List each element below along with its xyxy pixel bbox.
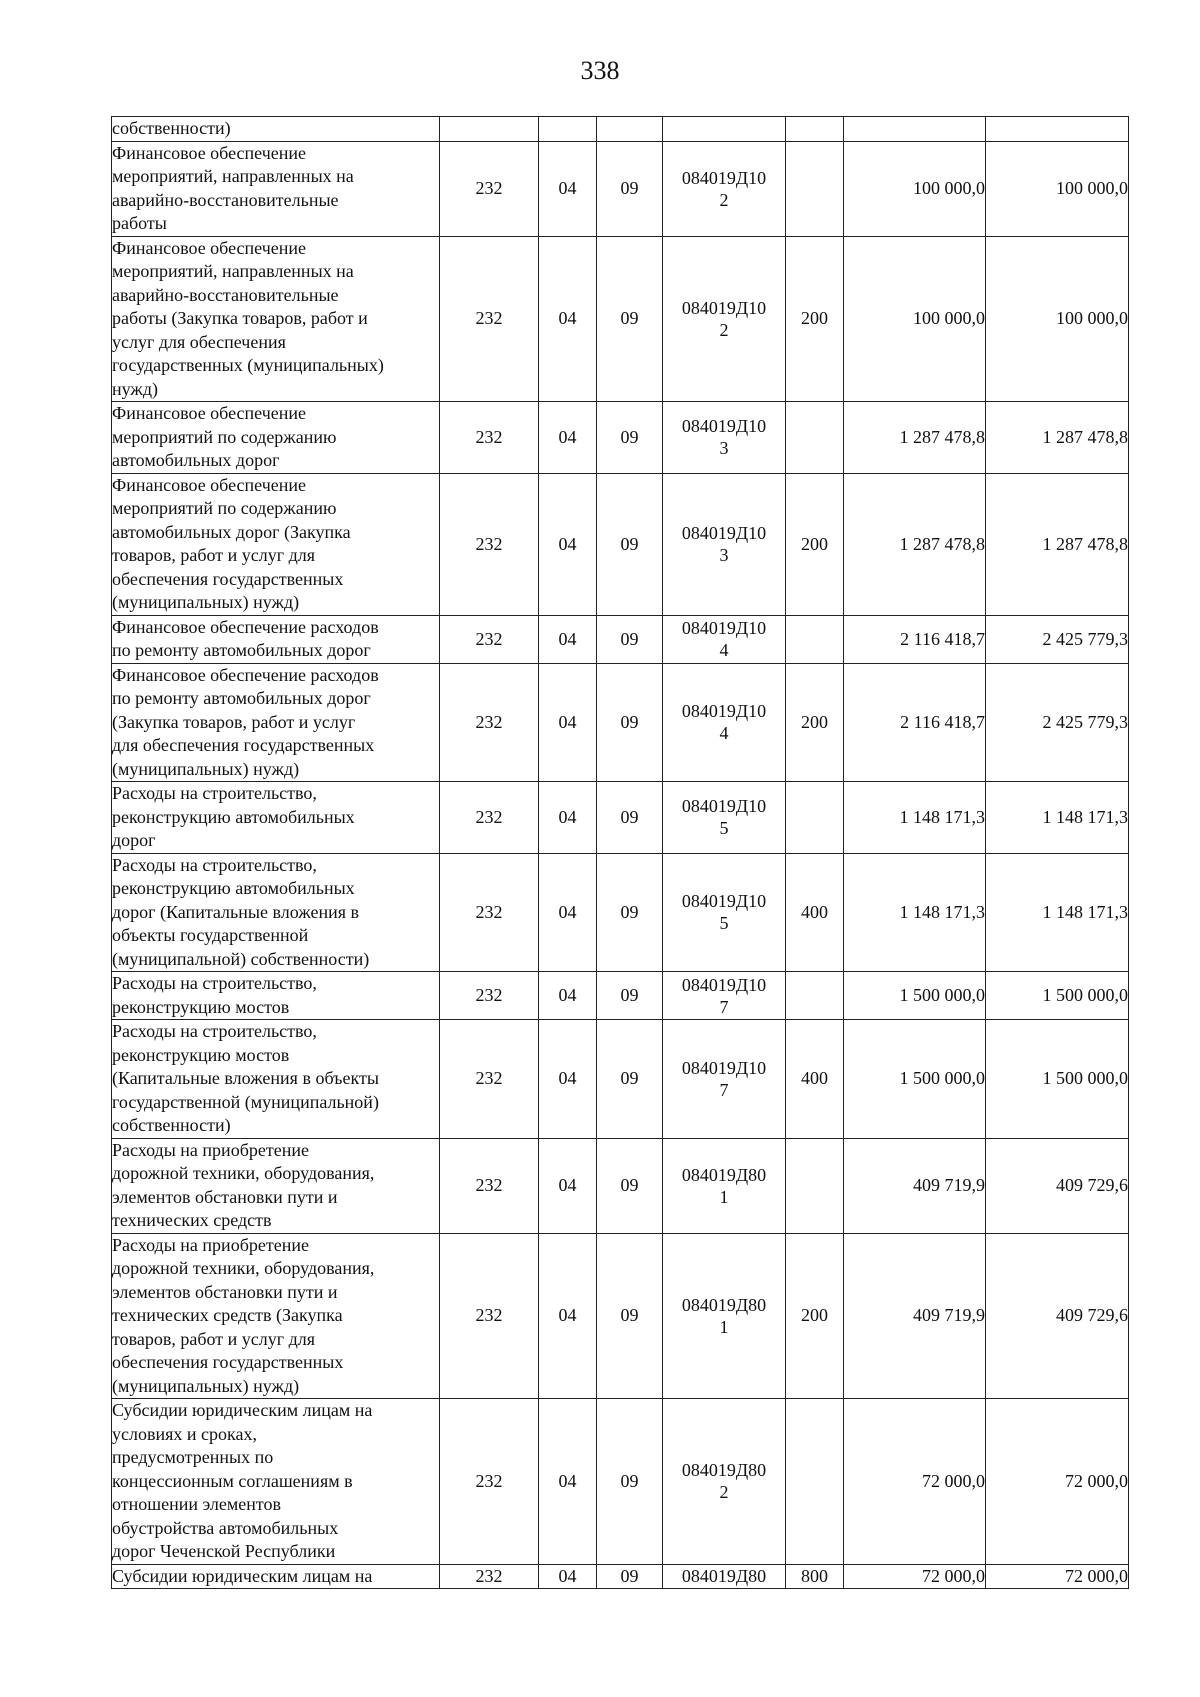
target-article-cell: 084019Д10 7 [663,972,786,1020]
amount-year-1-cell: 100 000,0 [844,236,986,402]
section-code-cell: 04 [539,1138,597,1233]
amount-year-1-cell: 1 148 171,3 [844,782,986,854]
section-code-cell: 04 [539,1233,597,1399]
amount-year-2-cell [986,117,1129,142]
subsection-code-cell: 09 [597,663,663,782]
subsection-code-cell: 09 [597,782,663,854]
amount-year-1-cell: 2 116 418,7 [844,663,986,782]
amount-year-2-cell: 409 729,6 [986,1233,1129,1399]
budget-table [111,116,1129,1589]
amount-year-2-cell: 100 000,0 [986,141,1129,236]
amount-year-1-cell: 72 000,0 [844,1564,986,1589]
target-article-cell: 084019Д80 1 [663,1233,786,1399]
table-row [112,117,1129,142]
subsection-code-cell: 09 [597,1399,663,1565]
target-article-cell: 084019Д80 2 [663,1399,786,1565]
amount-year-2-cell: 1 287 478,8 [986,473,1129,615]
subsection-code-cell: 09 [597,236,663,402]
ministry-code-cell: 232 [440,1138,539,1233]
expense-name-cell: Расходы на строительство, реконструкцию мостов (Капитальные вложения в объекты государственной (муниципальной) собственности) [112,1020,440,1139]
expense-name-cell: Финансовое обеспечение расходов по ремонту автомобильных дорог [112,615,440,663]
subsection-code-cell: 09 [597,1233,663,1399]
target-article-cell: 084019Д10 3 [663,473,786,615]
section-code-cell: 04 [539,1564,597,1589]
expense-name-cell: Финансовое обеспечение мероприятий по содержанию автомобильных дорог [112,402,440,474]
expense-name-cell: Финансовое обеспечение мероприятий, направленных на аварийно-восстановительные работы [112,141,440,236]
ministry-code-cell: 232 [440,972,539,1020]
expense-type-cell [786,402,844,474]
amount-year-1-cell: 72 000,0 [844,1399,986,1565]
expense-type-cell: 200 [786,1233,844,1399]
target-article-cell: 084019Д10 2 [663,141,786,236]
target-article-cell: 084019Д80 1 [663,1138,786,1233]
amount-year-2-cell: 1 148 171,3 [986,853,1129,972]
subsection-code-cell: 09 [597,1138,663,1233]
expense-name-cell: Расходы на строительство, реконструкцию мостов [112,972,440,1020]
section-code-cell: 04 [539,853,597,972]
expense-type-cell [786,615,844,663]
ministry-code-cell: 232 [440,1233,539,1399]
ministry-code-cell: 232 [440,1399,539,1565]
amount-year-2-cell: 2 425 779,3 [986,663,1129,782]
target-article-cell: 084019Д10 5 [663,782,786,854]
ministry-code-cell [440,117,539,142]
amount-year-1-cell: 1 500 000,0 [844,1020,986,1139]
amount-year-2-cell: 100 000,0 [986,236,1129,402]
target-article-cell: 084019Д10 4 [663,615,786,663]
expense-type-cell [786,117,844,142]
expense-type-cell: 200 [786,663,844,782]
section-code-cell: 04 [539,473,597,615]
amount-year-1-cell: 2 116 418,7 [844,615,986,663]
ministry-code-cell: 232 [440,473,539,615]
subsection-code-cell: 09 [597,141,663,236]
expense-name-cell: Финансовое обеспечение расходов по ремонту автомобильных дорог (Закупка товаров, работ и услуг для обеспечения государственных (муниципальных) нужд) [112,663,440,782]
amount-year-2-cell: 1 287 478,8 [986,402,1129,474]
section-code-cell: 04 [539,972,597,1020]
expense-name-cell: Субсидии юридическим лицам на условиях и сроках, предусмотренных по концессионным соглашениям в отношении элементов обустройства автомобильных дорог Чеченской Республики [112,1399,440,1565]
table-row [112,1564,1129,1589]
amount-year-2-cell: 1 500 000,0 [986,972,1129,1020]
expense-name-cell: собственности) [112,117,440,142]
amount-year-2-cell: 72 000,0 [986,1564,1129,1589]
subsection-code-cell: 09 [597,1564,663,1589]
section-code-cell: 04 [539,782,597,854]
section-code-cell [539,117,597,142]
section-code-cell: 04 [539,615,597,663]
section-code-cell: 04 [539,663,597,782]
amount-year-1-cell: 1 287 478,8 [844,473,986,615]
subsection-code-cell [597,117,663,142]
ministry-code-cell: 232 [440,236,539,402]
target-article-cell: 084019Д80 [663,1564,786,1589]
table-row [112,141,1129,236]
table-body [112,117,1129,1589]
ministry-code-cell: 232 [440,1564,539,1589]
amount-year-2-cell: 1 148 171,3 [986,782,1129,854]
subsection-code-cell: 09 [597,473,663,615]
table-row [112,1399,1129,1565]
table-row [112,236,1129,402]
table-row [112,663,1129,782]
target-article-cell: 084019Д10 7 [663,1020,786,1139]
section-code-cell: 04 [539,1399,597,1565]
amount-year-1-cell [844,117,986,142]
amount-year-2-cell: 72 000,0 [986,1399,1129,1565]
expense-type-cell [786,1138,844,1233]
ministry-code-cell: 232 [440,663,539,782]
table-row [112,853,1129,972]
expense-name-cell: Субсидии юридическим лицам на [112,1564,440,1589]
target-article-cell: 084019Д10 2 [663,236,786,402]
expense-type-cell: 200 [786,473,844,615]
expense-type-cell [786,972,844,1020]
expense-type-cell [786,141,844,236]
expense-type-cell: 400 [786,1020,844,1139]
expense-type-cell [786,782,844,854]
expense-type-cell: 800 [786,1564,844,1589]
amount-year-1-cell: 1 148 171,3 [844,853,986,972]
amount-year-1-cell: 100 000,0 [844,141,986,236]
ministry-code-cell: 232 [440,1020,539,1139]
target-article-cell [663,117,786,142]
subsection-code-cell: 09 [597,972,663,1020]
subsection-code-cell: 09 [597,853,663,972]
section-code-cell: 04 [539,402,597,474]
section-code-cell: 04 [539,141,597,236]
expense-name-cell: Финансовое обеспечение мероприятий по содержанию автомобильных дорог (Закупка товаров, работ и услуг для обеспечения государственных (муниципальных) нужд) [112,473,440,615]
subsection-code-cell: 09 [597,615,663,663]
amount-year-2-cell: 1 500 000,0 [986,1020,1129,1139]
table-row [112,1020,1129,1139]
amount-year-1-cell: 1 500 000,0 [844,972,986,1020]
expense-type-cell: 200 [786,236,844,402]
amount-year-1-cell: 409 719,9 [844,1138,986,1233]
ministry-code-cell: 232 [440,615,539,663]
page-number: 338 [580,56,620,85]
section-code-cell: 04 [539,236,597,402]
table-row [112,972,1129,1020]
section-code-cell: 04 [539,1020,597,1139]
expense-name-cell: Расходы на строительство, реконструкцию автомобильных дорог [112,782,440,854]
amount-year-2-cell: 409 729,6 [986,1138,1129,1233]
expense-name-cell: Финансовое обеспечение мероприятий, направленных на аварийно-восстановительные работы (Закупка товаров, работ и услуг для обеспечения государственных (муниципальных) нужд) [112,236,440,402]
amount-year-2-cell: 2 425 779,3 [986,615,1129,663]
target-article-cell: 084019Д10 3 [663,402,786,474]
expense-type-cell: 400 [786,853,844,972]
ministry-code-cell: 232 [440,141,539,236]
table-row [112,402,1129,474]
expense-name-cell: Расходы на строительство, реконструкцию автомобильных дорог (Капитальные вложения в объекты государственной (муниципальной) собственности) [112,853,440,972]
amount-year-1-cell: 1 287 478,8 [844,402,986,474]
expense-name-cell: Расходы на приобретение дорожной техники, оборудования, элементов обстановки пути и технических средств [112,1138,440,1233]
table-row [112,473,1129,615]
subsection-code-cell: 09 [597,1020,663,1139]
ministry-code-cell: 232 [440,402,539,474]
target-article-cell: 084019Д10 5 [663,853,786,972]
table-row [112,615,1129,663]
target-article-cell: 084019Д10 4 [663,663,786,782]
expense-name-cell: Расходы на приобретение дорожной техники, оборудования, элементов обстановки пути и технических средств (Закупка товаров, работ и услуг для обеспечения государственных (муниципальных) нужд) [112,1233,440,1399]
ministry-code-cell: 232 [440,782,539,854]
subsection-code-cell: 09 [597,402,663,474]
table-row [112,782,1129,854]
table-row [112,1233,1129,1399]
table-row [112,1138,1129,1233]
expense-type-cell [786,1399,844,1565]
ministry-code-cell: 232 [440,853,539,972]
amount-year-1-cell: 409 719,9 [844,1233,986,1399]
